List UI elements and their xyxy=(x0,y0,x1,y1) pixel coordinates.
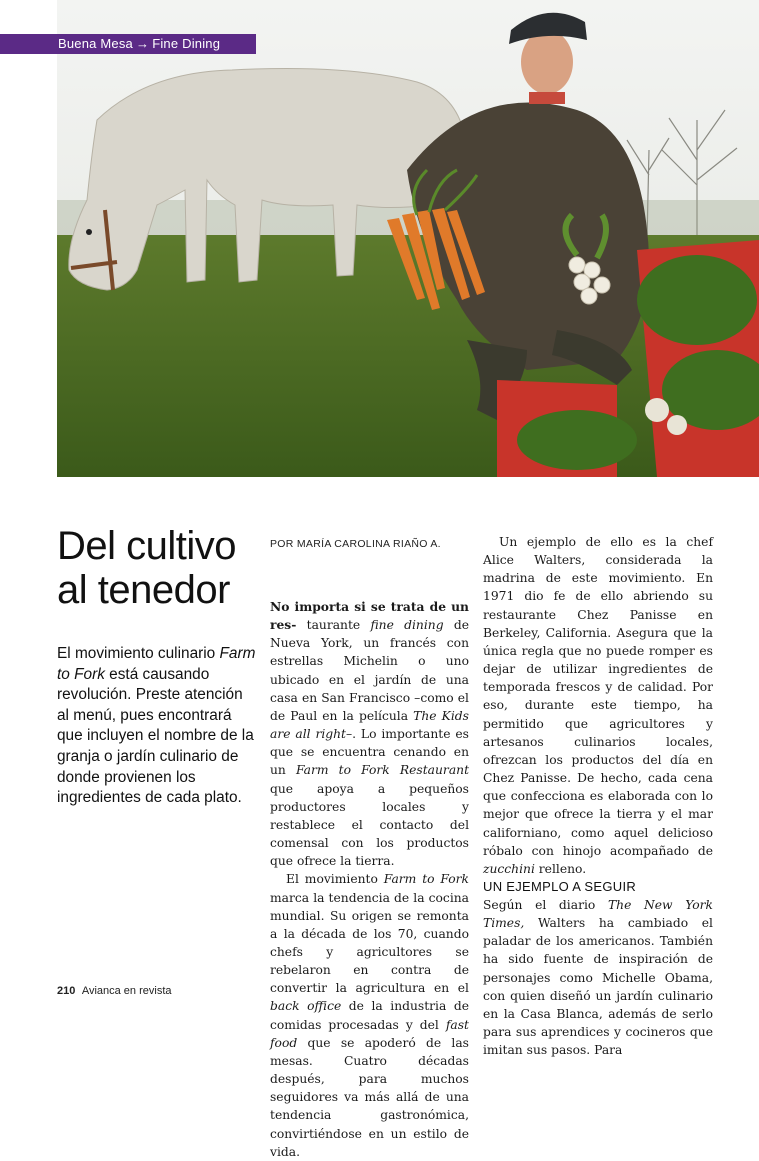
emphasis: Farm to Fork Restaurant xyxy=(295,763,470,778)
subheading: UN EJEMPLO A SEGUIR xyxy=(483,878,637,894)
page-number: 210 xyxy=(57,985,76,997)
text: Según el diario xyxy=(483,897,608,912)
body-column-1 xyxy=(270,598,469,1161)
body-column-2 xyxy=(483,533,713,1059)
article-deck xyxy=(57,644,257,809)
emphasis: The Kids are all right xyxy=(270,708,469,742)
text: de la industria de comidas procesadas y del xyxy=(270,999,469,1032)
article-title xyxy=(57,524,267,612)
byline: POR MARÍA CAROLINA RIAÑO A. xyxy=(270,538,441,550)
page-footer xyxy=(57,985,172,997)
text: que apoya a pequeños productores locales y restablece el contacto del comensal con los productos que ofrece la tierra. xyxy=(270,781,469,869)
deck-text-cont: está causando revolución. Preste atención al menú, pues encontrará que incluyen el nombre de la granja o jardín culinario de donde provienen los ingredientes de cada plato. xyxy=(57,665,254,807)
text: taurante xyxy=(306,618,371,633)
publication-name: Avianca en revista xyxy=(81,985,172,997)
emphasis: fine dining xyxy=(370,618,444,633)
emphasis: The New York Times, xyxy=(483,897,714,931)
emphasis: fast food xyxy=(270,1017,469,1050)
text: –. Lo importante es que se encuentra cenando en un xyxy=(270,727,469,778)
paragraph-4 xyxy=(483,896,713,1059)
paragraph-2 xyxy=(270,870,469,1161)
photo-farmer-horse-vegetables-icon xyxy=(57,0,759,477)
text: Walters ha cambiado el paladar de los americanos. También ha sido fuente de inspiración de personajes como Michelle Obama, con quien diseñó un jardín culinario en la Casa Blanca, además de serlo para sus aprendices y cocineros que imitan sus pasos. Para xyxy=(483,916,713,1058)
emphasis: Farm to Fork xyxy=(383,872,470,887)
article-photo xyxy=(57,0,759,477)
paragraph-1 xyxy=(270,598,469,870)
section-name: Buena Mesa xyxy=(58,36,133,51)
text: marca la tendencia de la cocina mundial. Su origen se remonta a la década de los 70, cuando chefs y agricultores se rebelaron en contra de convertir la agricultura en el xyxy=(270,890,469,996)
text: relleno. xyxy=(534,861,587,876)
text: de Nueva York, un francés con estrellas Michelin o uno ubicado en el jardín de una casa en San Francisco –como el de Paul en la película xyxy=(270,618,469,723)
subsection-name: Fine Dining xyxy=(152,36,221,51)
deck-text: El movimiento culinario xyxy=(57,645,220,662)
paragraph-3 xyxy=(483,533,713,878)
title-line-2: al tenedor xyxy=(57,568,230,612)
section-tag xyxy=(0,34,256,54)
emphasis: zucchini xyxy=(483,861,535,876)
text: El movimiento xyxy=(286,872,384,887)
emphasis: back office xyxy=(270,999,342,1014)
text: Un ejemplo de ello es la chef Alice Walters, considerada la madrina de este movimiento. En 1971 dio fe de ello abriendo su restaurante Chez Panisse en Berkeley, California. Asegura que la única regla que no puede romper es dejar de utilizar ingredientes de temporada frescos y de calidad. Por eso, durante este tiempo, ha permitido que agricultores y artesanos culinarios locales, ofrezcan los productos del día en Chez Panisse. De hecho, cada cena que confecciona es elaborada con lo mejor que ofrece la tierra y el mar californiano, como aquel delicioso róbalo con hinojo acompañado de xyxy=(483,535,713,858)
text: que se apoderó de las mesas. Cuatro décadas después, para muchos seguidores va más allá de una tendencia gastronómica, convirtiéndose en un estilo de vida. xyxy=(270,1035,469,1159)
title-line-1: Del cultivo xyxy=(57,524,237,568)
lead-in: No importa si se trata de un res- xyxy=(270,599,469,633)
deck-emphasis: Farm to Fork xyxy=(57,645,256,683)
arrow-right-icon: → xyxy=(136,36,150,51)
